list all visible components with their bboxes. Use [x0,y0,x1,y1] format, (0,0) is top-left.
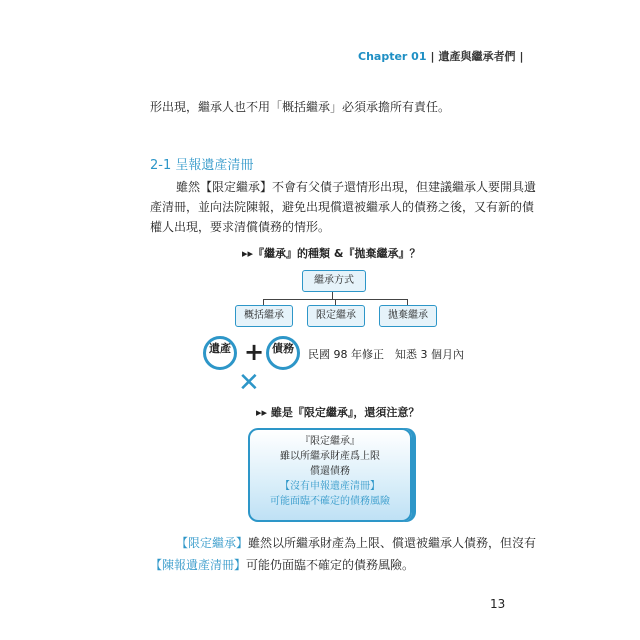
header-end-bar: | [519,50,524,63]
paragraph-2-line-1: 雖然【限定繼承】不會有父債子還情形出現，但建議繼承人要開具遺 [176,180,537,194]
notice-line-3: 償還債務 [310,466,350,477]
estate-circle: 遺產 [203,336,237,370]
notice-line-1: 『限定繼承』 [300,436,360,447]
paragraph-3-line-2 [150,556,414,573]
child-box-renounce: 拋棄繼承 [379,305,437,327]
chapter-label: Chapter 01 [358,50,427,63]
paragraph-2-line-2: 產清冊，並向法院陳報，避免出現償還被繼承人的債務之後，又有新的債 [150,200,535,214]
diagram1-title: ▸▸『繼承』的種類 &『拋棄繼承』？ [242,247,421,260]
section-title: 2-1 呈報遺產清冊 [150,158,254,173]
notice-line-2: 雖以所繼承財產爲上限 [280,451,380,462]
page-number: 13 [490,597,506,611]
paragraph-3-line-1 [176,534,536,551]
notice-box [248,428,412,522]
plus-sign: + [244,338,265,366]
report-inventory-tag: 【陳報遺產清冊】 [150,558,247,572]
child-box-general: 概括繼承 [235,305,293,327]
diagram2-title: ▸▸ 雖是『限定繼承』，還須注意？ [256,406,420,419]
chapter-title: 遺產與繼承者們 [438,50,516,63]
child-box-limited: 限定繼承 [307,305,365,327]
cross-icon: ✕ [238,368,260,398]
equation-note: 民國 98 年修正 知悉 3 個月內 [308,348,464,361]
limited-inheritance-tag: 【限定繼承】 [176,536,249,550]
paragraph-1: 形出現，繼承人也不用「概括繼承」必須承擔所有責任。 [150,100,451,114]
paragraph-3-text-2: 可能仍面臨不確定的債務風險。 [246,558,415,572]
notice-line-4: 【沒有申報遺產清冊】 [280,481,380,492]
paragraph-2-line-3: 權人出現，要求清償債務的情形。 [150,220,331,234]
notice-line-5: 可能面臨不確定的債務風險 [270,496,390,507]
chapter-header [358,48,528,64]
paragraph-3-text-1: 雖然以所繼承財產為上限、償還被繼承人債務，但沒有 [248,536,537,550]
root-box: 繼承方式 [302,270,366,292]
header-separator: | [430,50,435,63]
debt-circle: 債務 [266,336,300,370]
